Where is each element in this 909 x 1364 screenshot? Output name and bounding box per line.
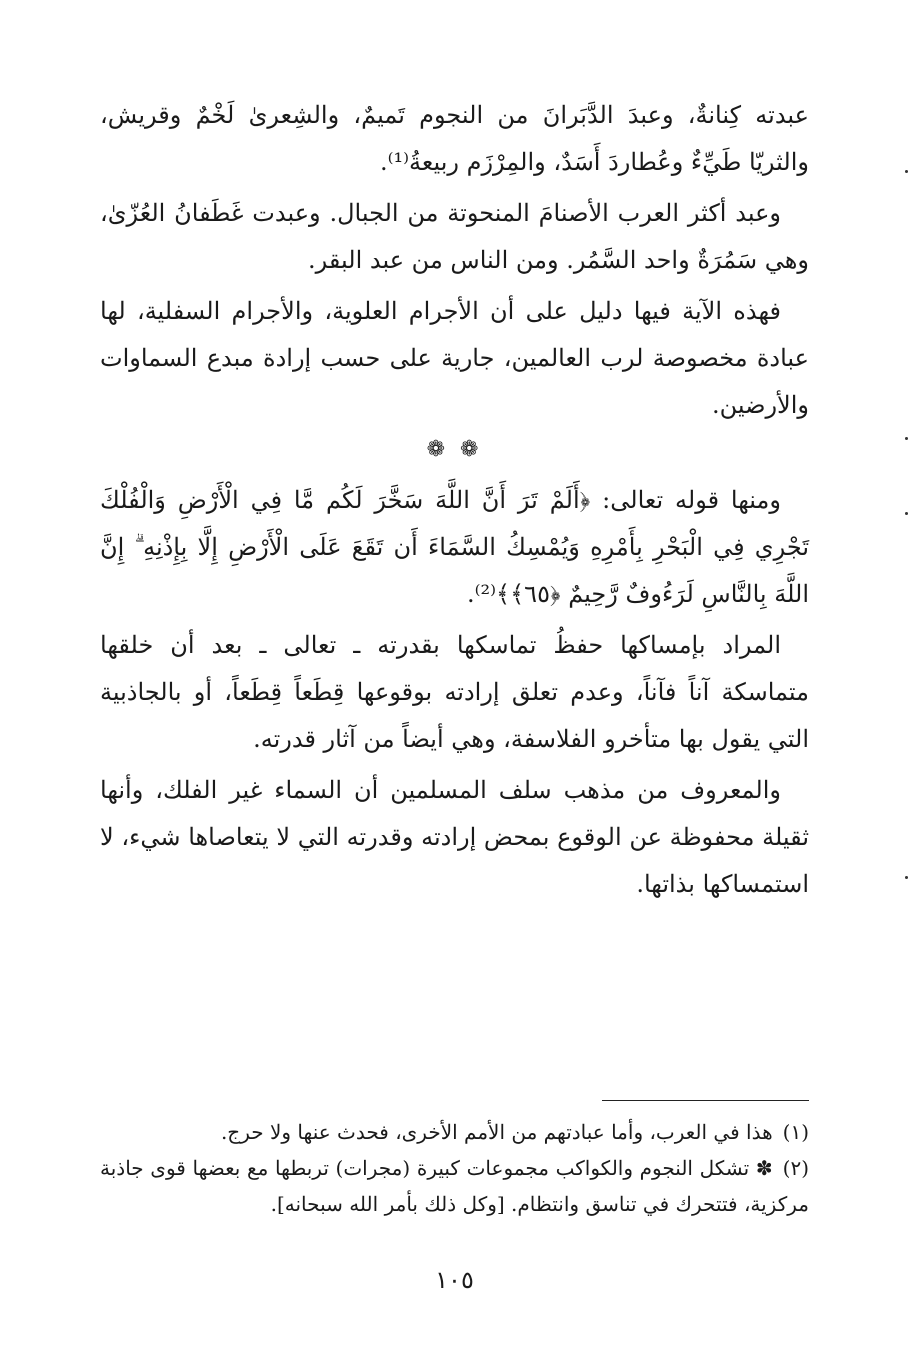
main-text bbox=[100, 92, 809, 912]
verse-paragraph bbox=[100, 477, 809, 618]
paragraph-5: والمعروف من مذهب سلف المسلمين أن السماء غير الفلك، وأنها ثقيلة محفوظة عن الوقوع بمحض إرادته وقدرته التي لا يتعاصاها شيء، لا استمساكها بذاتها. bbox=[100, 776, 809, 898]
scan-speck bbox=[905, 437, 908, 440]
page-number: ١٠٥ bbox=[435, 1266, 474, 1294]
section-separator: ❁ ❁ bbox=[426, 437, 483, 462]
scan-speck bbox=[905, 170, 908, 173]
verse-intro: ومنها قوله تعالى: bbox=[590, 486, 781, 514]
footnote-1 bbox=[100, 1114, 809, 1150]
footnote-number: (١) bbox=[782, 1120, 809, 1144]
scan-speck bbox=[905, 512, 908, 515]
footnote-text: هذا في العرب، وأما عبادتهم من الأمم الأخرى، فحدث عنها ولا حرج. bbox=[220, 1120, 773, 1144]
quran-verse: ﴿أَلَمْ تَرَ أَنَّ اللَّهَ سَخَّرَ لَكُم مَّا فِي الْأَرْضِ وَالْفُلْكَ تَجْرِي فِي الْبَحْرِ بِأَمْرِهِ وَيُمْسِكُ السَّمَاءَ أَن تَقَعَ عَلَى الْأَرْضِ إِلَّا بِإِذْنِهِ ۗ إِنَّ اللَّهَ بِالنَّاسِ لَرَءُوفٌ رَّحِيمٌ ﴿٦٥﴾﴾ bbox=[100, 486, 809, 608]
scan-speck bbox=[905, 876, 908, 879]
footnote-divider bbox=[602, 1100, 809, 1101]
paragraph-2: وعبد أكثر العرب الأصنامَ المنحوتة من الجبال. وعبدت غَطَفانُ العُزّىٰ، وهي سَمُرَةٌ واحد السَّمُر. ومن الناس من عبد البقر. bbox=[100, 199, 809, 274]
footnote-text: ✽ تشكل النجوم والكواكب مجموعات كبيرة (مجرات) تربطها مع بعضها قوى جاذبة مركزية، فتتحرك في تناسق وانتظام. [وكل ذلك بأمر الله سبحانه]. bbox=[100, 1156, 809, 1216]
paragraph-4: المراد بإمساكها حفظُ تماسكها بقدرته ـ تعالى ـ بعد أن خلقها متماسكة آناً فآناً، وعدم تعلق إرادته بوقوعها قِطَعاً قِطَعاً، أو بالجاذبية التي يقول بها متأخرو الفلاسفة، وهي أيضاً من آثار قدرته. bbox=[100, 631, 809, 753]
paragraph-1: عبدته كِنانةٌ، وعبدَ الدَّبَرانَ من النجوم تَميمٌ، والشِعرىٰ لَخْمٌ وقريش، والثريّا طَيِّءٌ وعُطاردَ أَسَدٌ، والمِرْزَم ربيعةُ⁽¹⁾. bbox=[100, 101, 809, 176]
footnotes bbox=[100, 1114, 809, 1222]
paragraph-3: فهذه الآية فيها دليل على أن الأجرام العلوية، والأجرام السفلية، لها عبادة مخصوصة لرب العالمين، جارية على حسب إرادة مبدع السماوات والأرضين. bbox=[100, 297, 809, 419]
footnote-2 bbox=[100, 1150, 809, 1222]
footnote-number: (٢) bbox=[782, 1156, 809, 1180]
verse-footnote-marker: ⁽²⁾. bbox=[466, 580, 497, 608]
